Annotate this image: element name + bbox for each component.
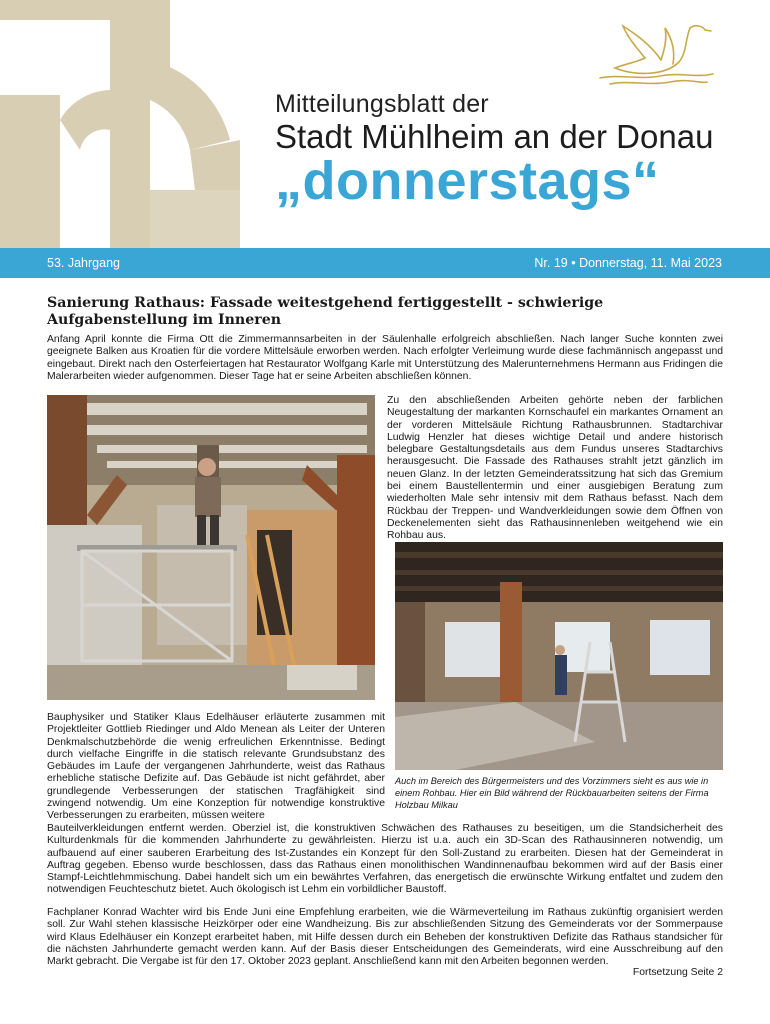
continuation-note: Fortsetzung Seite 2 <box>632 967 723 978</box>
mill-wheel-crest-icon <box>0 0 240 250</box>
issue-label: Nr. 19 • Donnerstag, 11. Mai 2023 <box>534 256 722 270</box>
volume-label: 53. Jahrgang <box>47 256 120 270</box>
masthead-subtitle: Mitteilungsblatt der <box>275 90 489 118</box>
photo-gutted-office <box>395 542 723 770</box>
photo-scaffold-hall <box>47 395 375 700</box>
article-column-right: Zu den abschließenden Arbeiten gehörte neben der farblichen Neugestaltung der markanten Kornschaufel ein markantes Ornament an der vorderen Mittelsäule Richtung Rathausbrunnen. Stadtarchivar Ludwig Henzler hat dieses wichtige Detail und andere historisch belegbare Gestaltungsdetails aus dem Fundus unseres Stadtarchivs herausgesucht. Die Fassade des Rathauses strahlt jetzt gänzlich im neuen Glanz. In der letzten Gemeinderatssitzung hat sich das Gremium bei einem Baustellentermin und einer ausgiebigen Beratung zum wiederholten Male sehr intensiv mit dem Rathaus befasst. Nach dem Rückbau der Treppen- und Wandverkleidungen sowie dem Öffnen von Deckenelementen sieht das Rathausinnenleben weitgehend wie ein Rohbau aus. <box>387 395 723 542</box>
masthead-city: Stadt Mühlheim an der Donau <box>275 118 714 155</box>
masthead-title: „donnerstags“ <box>275 151 660 211</box>
article-column-left: Bauphysiker und Statiker Klaus Edelhäuser erläuterte zusammen mit Projektleiter Gottlieb Riedinger und Aldo Menean als Leiter der Unteren Denkmalschutzbehörde die wenig erfreulichen Erkenntnisse. Bedingt durch vielfache Eingriffe in die statisch relevante Grundsubstanz des Gebäudes im Laufe der vergangenen Jahrhunderte, weist das Rathaus erhebliche statische Defizite auf. Das Gebäude ist nicht gefährdet, aber grundlegende Verbesserungen der statischen Tragfähigkeit sind zwingend notwendig. Um eine Konzeption für notwendige konstruktive Verbesserungen zu erarbeiten, müssen weitere <box>47 712 385 822</box>
article-intro: Anfang April konnte die Firma Ott die Zimmermannsarbeiten in der Säulenhalle erfolgreich abschließen. Nach langer Suche konnten zwei geeignete Balken aus Kroatien für die vordere Mittelsäule erworben werden. Nach erfolgter Verleimung wurde diese fachmännisch angepasst und eingebaut. Direkt nach den Osterfeiertagen hat Restaurator Wolfgang Karle mit Unterstützung des Malerunternehmens Hermann aus Fridingen die Malerarbeiten wieder aufgenommen. Dieser Tage hat er seine Arbeiten abschließen können. <box>47 334 723 382</box>
article-paragraph-2: Fachplaner Konrad Wachter wird bis Ende Juni eine Empfehlung erarbeiten, wie die Wärmeverteilung im Rathaus zukünftig organisiert werden soll. Zur Wahl stehen klassische Heizkörper oder eine Wandheizung. Bis zur abschließenden Sitzung des Gemeinderats vor der Sommerpause wird Klaus Edelhäuser ein Konzept erarbeitet haben, mit Hilfe dessen durch ein Beheben der konstruktiven Defizite das Rathaus standsicher für die nächsten Jahrhunderte gemacht werden kann. Auf der Basis dieser Entscheidungen des Gemeinderats, wird eine Ausschreibung auf den Markt gebracht. Die Vergabe ist für den 17. Oktober 2023 geplant. Anschließend kann mit den Arbeiten begonnen werden. <box>47 907 723 968</box>
article-headline: Sanierung Rathaus: Fassade weitestgehend fertiggestellt - schwierige Aufgabenstellung im Inneren <box>47 295 604 328</box>
issue-band <box>0 248 770 278</box>
goose-logo-icon <box>595 18 715 98</box>
photo-caption: Auch im Bereich des Bürgermeisters und des Vorzimmers sieht es aus wie in einem Rohbau. Hier ein Bild während der Rückbauarbeiten seitens der Firma Holzbau Milkau <box>395 776 709 810</box>
article-full-width: Bauteilverkleidungen entfernt werden. Oberziel ist, die konstruktiven Schwächen des Rathauses zu beseitigen, um die Standsicherheit des Kulturdenkmals für die kommenden Jahrhunderte zu gewährleisten. Hierzu ist u.a. auch ein 3D-Scan des Rathausinneren notwendig, um aufbauend auf einer sauberen Erarbeitung des Ist-Zustandes ein Konzept für den Soll-Zustand zu erarbeiten. Diesen hat der Gemeinderat in Auftrag gegeben. Ebenso wurde beschlossen, dass das Rathaus einen monolithischen Wandinnenaufbau bekommen wird auf der Basis einer Stampf-Leichtlehmmischung. Dabei handelt sich um ein bewährtes Verfahren, das energetisch die erwünschte Wirkung entfaltet und zudem den notwendigen Feuchteschutz bietet. Auch ökologisch ist Lehm ein vorbildlicher Baustoff. <box>47 823 723 896</box>
